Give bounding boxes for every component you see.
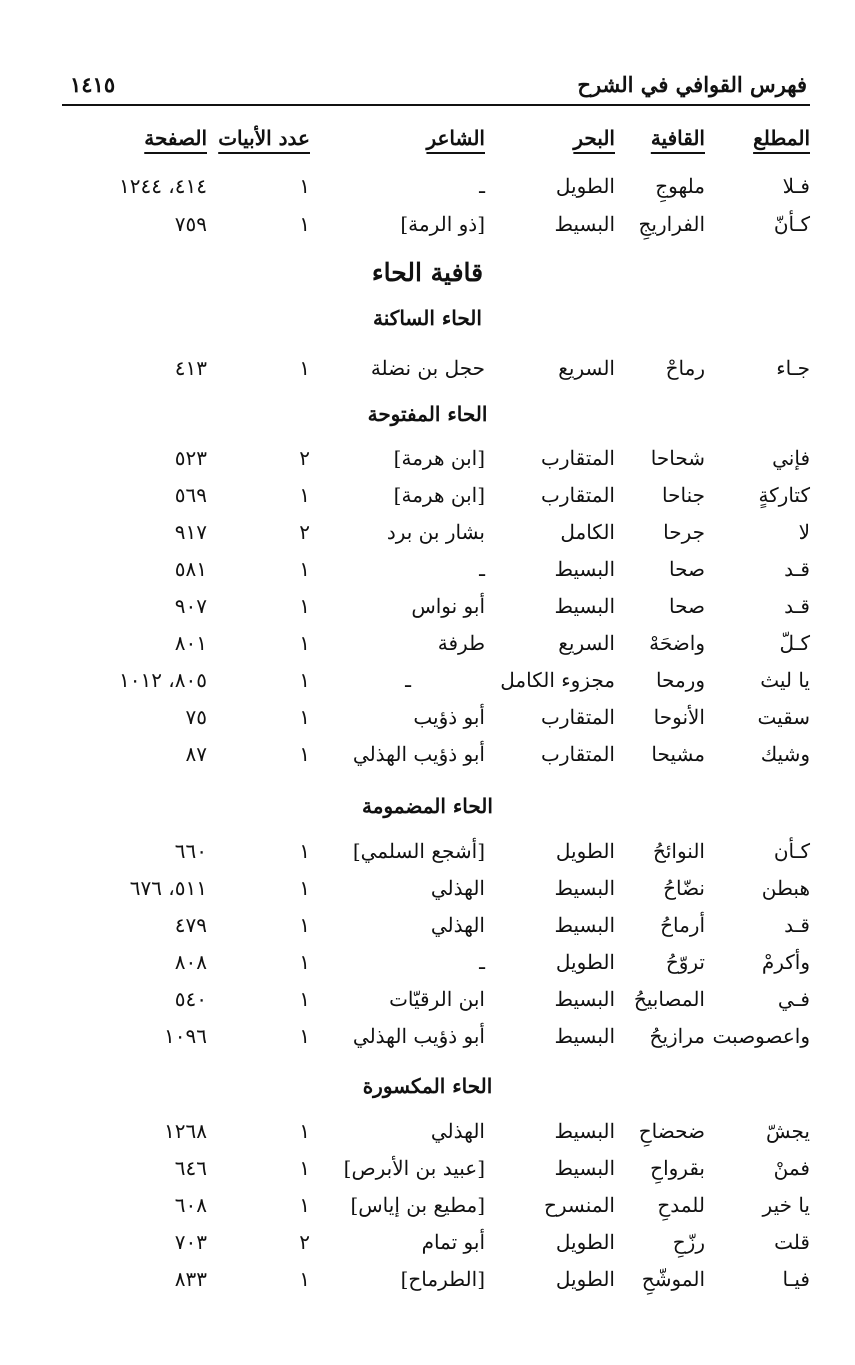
cell-qafiya: ملهوجِ (655, 174, 705, 198)
cell-page: ٥٢٣ (174, 446, 207, 470)
col-header-bahr: البحر (573, 126, 615, 150)
cell-page: ١٢٦٨ (164, 1119, 207, 1143)
cell-page: ٦٦٠ (174, 839, 207, 863)
table-row (0, 206, 855, 242)
cell-matla: فإني (772, 446, 810, 470)
cell-page: ٥٦٩ (174, 483, 207, 507)
cell-shaer: بشار بن برد (386, 520, 485, 544)
cell-page: ٨٧ (185, 742, 207, 766)
subsection-title: الحاء الساكنة (373, 306, 482, 330)
cell-qafiya: ضحضاحِ (638, 1119, 705, 1143)
cell-count: ١ (299, 668, 310, 692)
cell-bahr: البسيط (554, 557, 615, 581)
cell-qafiya: جرحا (663, 520, 705, 544)
running-header (70, 70, 807, 102)
table-row (0, 588, 855, 624)
cell-matla: فيـا (782, 1267, 810, 1291)
cell-count: ١ (299, 1024, 310, 1048)
cell-qafiya: نضّاحُ (663, 876, 705, 900)
cell-matla: قلت (774, 1230, 810, 1254)
cell-shaer: [ذو الرمة] (400, 212, 485, 236)
cell-count: ١ (299, 1193, 310, 1217)
cell-page: ٧٥٩ (174, 212, 207, 236)
cell-count: ١ (299, 876, 310, 900)
table-row (0, 514, 855, 550)
cell-count: ١ (299, 987, 310, 1011)
cell-qafiya: ورمحا (655, 668, 705, 692)
cell-count: ٢ (299, 1230, 310, 1254)
cell-qafiya: رماحْ (665, 356, 705, 380)
table-row (0, 1187, 855, 1223)
table-row (0, 1224, 855, 1260)
cell-shaer: أبو ذؤيب (413, 705, 485, 729)
cell-matla: فـلا (782, 174, 810, 198)
cell-page: ٨٠٨ (174, 950, 207, 974)
subsection-title: الحاء المكسورة (362, 1074, 493, 1098)
table-row (0, 981, 855, 1017)
col-header-qafiya: القافية (650, 126, 705, 150)
cell-matla: قـد (784, 557, 810, 581)
cell-page: ٥١١، ٦٧٦ (129, 876, 207, 900)
cell-count: ١ (299, 483, 310, 507)
table-row (0, 833, 855, 869)
cell-bahr: مجزوء الكامل (500, 668, 615, 692)
cell-bahr: البسيط (554, 987, 615, 1011)
cell-page: ٥٤٠ (174, 987, 207, 1011)
cell-count: ١ (299, 631, 310, 655)
cell-shaer: أبو نواس (411, 594, 485, 618)
cell-bahr: المتقارب (541, 742, 615, 766)
cell-count: ١ (299, 1119, 310, 1143)
cell-matla: كـأن (773, 839, 810, 863)
cell-matla: يا خير (762, 1193, 810, 1217)
table-row (0, 1018, 855, 1054)
running-title: فهرس القوافي في الشرح (577, 72, 807, 97)
table-row (0, 625, 855, 661)
cell-shaer: [ابن هرمة] (393, 483, 485, 507)
col-header-page: الصفحة (144, 126, 207, 150)
cell-bahr: السريع (558, 631, 615, 655)
cell-shaer: [عبيد بن الأبرص] (343, 1156, 485, 1180)
cell-page: ٨٠٥، ١٠١٢ (118, 668, 207, 692)
cell-page: ٧٥ (185, 705, 207, 729)
cell-matla: قـد (784, 913, 810, 937)
cell-count: ١ (299, 1156, 310, 1180)
cell-bahr: البسيط (554, 1156, 615, 1180)
cell-shaer: ـ (479, 557, 485, 581)
cell-qafiya: مرازيحُ (649, 1024, 705, 1048)
cell-bahr: المنسرح (543, 1193, 615, 1217)
cell-page: ٨٣٣ (174, 1267, 207, 1291)
cell-count: ٢ (299, 520, 310, 544)
cell-matla: كـلّ (779, 631, 810, 655)
col-header-count: عدد الأبيات (218, 126, 310, 150)
cell-bahr: المتقارب (541, 705, 615, 729)
cell-qafiya: تروّحُ (665, 950, 705, 974)
cell-shaer: طرفة (437, 631, 485, 655)
cell-qafiya: مشيحا (651, 742, 705, 766)
cell-count: ١ (299, 557, 310, 581)
cell-bahr: الطويل (555, 1267, 615, 1291)
cell-page: ٩٠٧ (174, 594, 207, 618)
cell-count: ١ (299, 1267, 310, 1291)
cell-shaer: الهذلي (430, 876, 485, 900)
cell-page: ١٠٩٦ (164, 1024, 207, 1048)
table-row (0, 440, 855, 476)
cell-page: ٩١٧ (174, 520, 207, 544)
cell-matla: فـي (777, 987, 810, 1011)
cell-qafiya: صحا (669, 594, 705, 618)
cell-count: ١ (299, 174, 310, 198)
cell-shaer: الهذلي (430, 913, 485, 937)
cell-page: ٨٠١ (174, 631, 207, 655)
cell-bahr: البسيط (554, 1024, 615, 1048)
table-row (0, 477, 855, 513)
cell-matla: يا ليث (760, 668, 810, 692)
cell-shaer: ـ (405, 668, 411, 692)
cell-qafiya: صحا (669, 557, 705, 581)
table-row (0, 1261, 855, 1297)
cell-shaer: [أشجع السلمي] (352, 839, 485, 863)
cell-count: ١ (299, 950, 310, 974)
col-header-shaer: الشاعر (426, 126, 485, 150)
page-number: ١٤١٥ (70, 72, 116, 97)
cell-matla: قـد (784, 594, 810, 618)
subsection-title: الحاء المضمومة (362, 794, 493, 818)
cell-matla: لا (798, 520, 810, 544)
cell-page: ٧٠٣ (174, 1230, 207, 1254)
cell-bahr: المتقارب (541, 483, 615, 507)
cell-count: ١ (299, 913, 310, 937)
header-rule (62, 104, 810, 106)
cell-bahr: الطويل (555, 950, 615, 974)
cell-bahr: البسيط (554, 594, 615, 618)
cell-bahr: البسيط (554, 212, 615, 236)
table-row (0, 699, 855, 735)
table-row (0, 870, 855, 906)
cell-count: ١ (299, 594, 310, 618)
cell-bahr: الكامل (560, 520, 615, 544)
cell-qafiya: الموشّحِ (641, 1267, 705, 1291)
cell-qafiya: للمدحِ (657, 1193, 705, 1217)
cell-matla: واعصوصبت (712, 1024, 810, 1048)
cell-matla: كـأنّ (773, 212, 810, 236)
cell-matla: سقيت (757, 705, 810, 729)
cell-bahr: الطويل (555, 839, 615, 863)
column-headers (0, 120, 855, 156)
cell-qafiya: المصابيحُ (633, 987, 705, 1011)
cell-matla: وأكرمْ (761, 950, 810, 974)
cell-qafiya: أرماحُ (660, 913, 705, 937)
cell-matla: هبطن (761, 876, 810, 900)
cell-shaer: أبو ذؤيب الهذلي (352, 742, 485, 766)
cell-shaer: [ابن هرمة] (393, 446, 485, 470)
cell-matla: فمنْ (773, 1156, 810, 1180)
cell-count: ١ (299, 356, 310, 380)
cell-matla: جـاء (776, 356, 810, 380)
cell-qafiya: الأنوحا (653, 705, 705, 729)
cell-shaer: أبو تمام (421, 1230, 485, 1254)
table-row (0, 1113, 855, 1149)
table-row (0, 736, 855, 772)
cell-matla: وشيك (760, 742, 810, 766)
table-row (0, 350, 855, 386)
table-row (0, 551, 855, 587)
cell-count: ١ (299, 742, 310, 766)
cell-matla: يجشّ (766, 1119, 810, 1143)
cell-shaer: [مطيع بن إياس] (350, 1193, 485, 1217)
cell-count: ٢ (299, 446, 310, 470)
cell-qafiya: شحاحا (650, 446, 705, 470)
cell-qafiya: النوائحُ (652, 839, 705, 863)
table-row (0, 944, 855, 980)
table-row (0, 1150, 855, 1186)
cell-bahr: الطويل (555, 174, 615, 198)
cell-shaer: [الطرماح] (400, 1267, 485, 1291)
table-row (0, 168, 855, 204)
table-row (0, 907, 855, 943)
section-title: قافية الحاء (371, 258, 484, 287)
cell-bahr: البسيط (554, 913, 615, 937)
cell-page: ٤١٣ (174, 356, 207, 380)
cell-qafiya: بقرواحِ (650, 1156, 705, 1180)
cell-bahr: البسيط (554, 876, 615, 900)
cell-count: ١ (299, 212, 310, 236)
cell-page: ٥٨١ (174, 557, 207, 581)
table-row (0, 662, 855, 698)
cell-page: ٦٠٨ (174, 1193, 207, 1217)
cell-shaer: الهذلي (430, 1119, 485, 1143)
cell-page: ٤٧٩ (174, 913, 207, 937)
cell-shaer: ـ (479, 950, 485, 974)
cell-bahr: السريع (558, 356, 615, 380)
cell-matla: كتاركةٍ (758, 483, 810, 507)
cell-count: ١ (299, 839, 310, 863)
cell-page: ٦٤٦ (174, 1156, 207, 1180)
cell-shaer: ـ (479, 174, 485, 198)
cell-qafiya: رزّحِ (672, 1230, 705, 1254)
cell-bahr: البسيط (554, 1119, 615, 1143)
cell-bahr: المتقارب (541, 446, 615, 470)
cell-qafiya: الفراريجِ (638, 212, 705, 236)
cell-shaer: حجل بن نضلة (370, 356, 485, 380)
cell-page: ٤١٤، ١٢٤٤ (118, 174, 207, 198)
cell-bahr: الطويل (555, 1230, 615, 1254)
cell-qafiya: جناحا (662, 483, 705, 507)
cell-shaer: أبو ذؤيب الهذلي (352, 1024, 485, 1048)
cell-qafiya: واضحَهْ (649, 631, 705, 655)
subsection-title: الحاء المفتوحة (367, 402, 488, 426)
col-header-matla: المطلع (753, 126, 810, 150)
cell-count: ١ (299, 705, 310, 729)
cell-shaer: ابن الرقيّات (389, 987, 485, 1011)
